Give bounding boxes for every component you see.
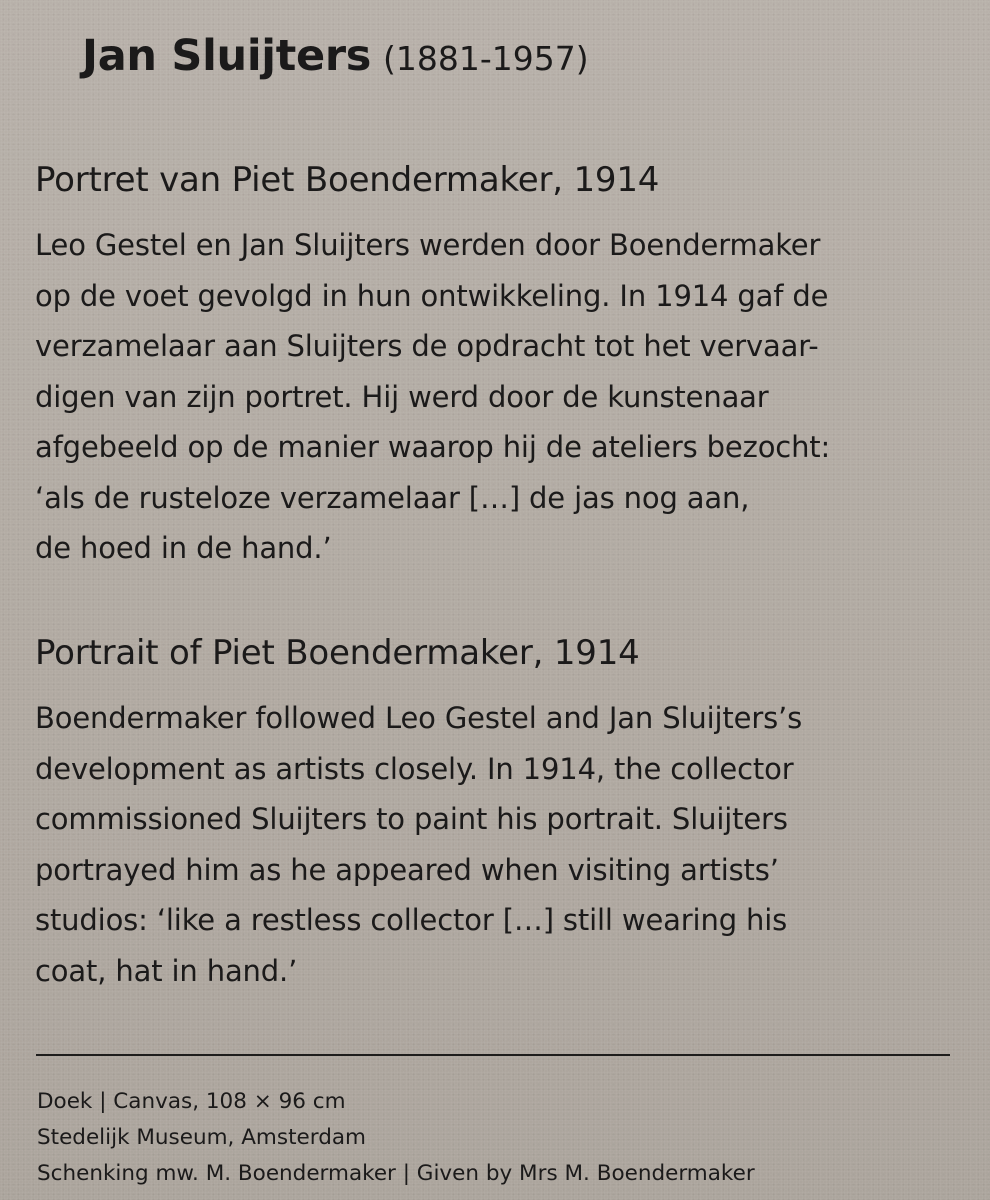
provenance: Schenking mw. M. Boendermaker | Given by Mrs M. Boendermaker	[37, 1161, 755, 1186]
medium-dimensions: Doek | Canvas, 108 × 96 cm	[37, 1089, 346, 1114]
dutch-description-line: de hoed in de hand.’	[35, 531, 332, 565]
collection: Stedelijk Museum, Amsterdam	[37, 1125, 366, 1150]
english-description-line: Boendermaker followed Leo Gestel and Jan Sluijters’s	[35, 701, 803, 735]
credit-lines	[37, 1084, 755, 1192]
artist-name: Jan Sluijters	[82, 31, 372, 81]
english-description-line: development as artists closely. In 1914, the collector	[35, 751, 794, 786]
dutch-description-line: Leo Gestel en Jan Sluijters werden door Boendermaker	[35, 228, 821, 262]
dutch-description-line: verzamelaar aan Sluijters de opdracht tot het vervaar-	[35, 329, 819, 363]
english-description-line: coat, hat in hand.’	[35, 953, 298, 988]
english-description-line: studios: ‘like a restless collector […] still wearing his	[35, 903, 788, 937]
english-description	[35, 693, 975, 996]
english-artwork-title: Portrait of Piet Boendermaker, 1914	[35, 633, 640, 673]
artist-heading	[82, 26, 589, 95]
english-description-line: portrayed him as he appeared when visiting artists’	[35, 852, 779, 887]
artist-dates: (1881-1957)	[383, 39, 589, 78]
dutch-description-line: ‘als de rusteloze verzamelaar […] de jas nog aan,	[35, 480, 750, 515]
dutch-artwork-title: Portret van Piet Boendermaker, 1914	[35, 160, 660, 200]
english-description-line: commissioned Sluijters to paint his portrait. Sluijters	[35, 802, 788, 836]
dutch-section	[35, 154, 975, 574]
divider-rule	[36, 1054, 950, 1056]
dutch-description-line: afgebeeld op de manier waarop hij de ateliers bezocht:	[35, 430, 831, 464]
dutch-description-line: digen van zijn portret. Hij werd door de kunstenaar	[35, 379, 769, 414]
english-section	[35, 627, 975, 996]
dutch-description	[35, 220, 975, 574]
dutch-description-line: op de voet gevolgd in hun ontwikkeling. In 1914 gaf de	[35, 278, 829, 313]
